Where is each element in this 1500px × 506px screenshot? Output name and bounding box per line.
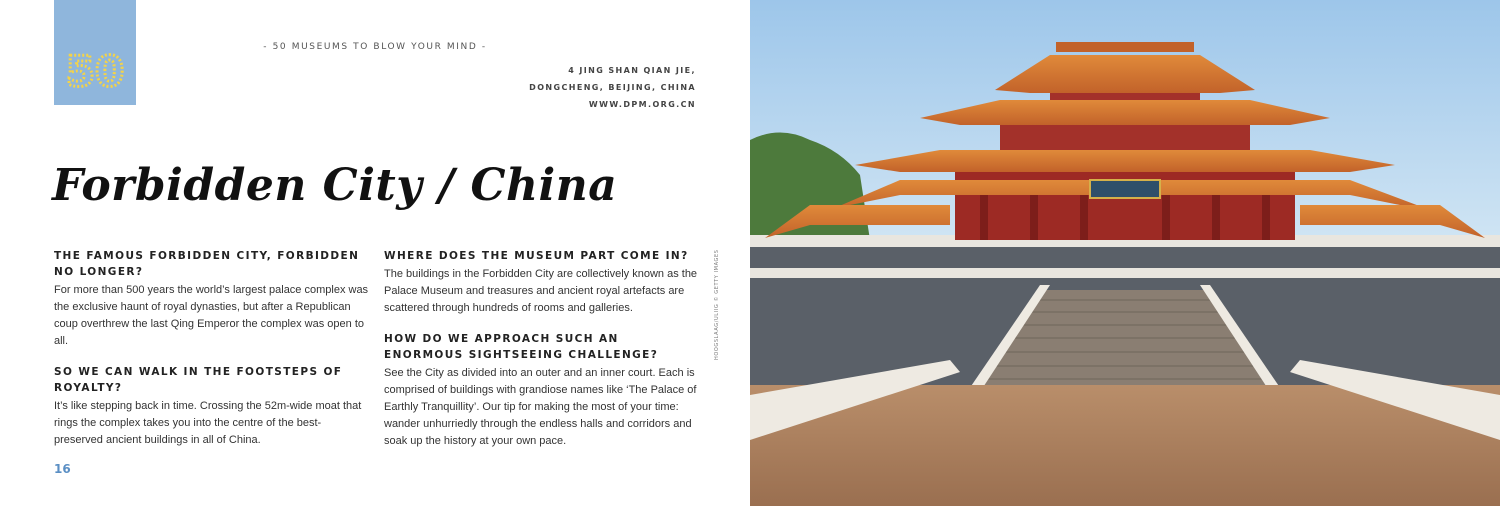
address-block bbox=[529, 62, 696, 113]
section-question: WHERE DOES THE MUSEUM PART COME IN? bbox=[384, 250, 689, 262]
section-answer: The buildings in the Forbidden City are collectively known as the Palace Museum and treasures and ancient royal artefacts are scattered through hundreds of rooms and galleries. bbox=[384, 268, 698, 314]
section-question: THE FAMOUS FORBIDDEN CITY, FORBIDDEN NO LONGER? bbox=[54, 250, 360, 278]
photo-credit: HOOGSLAAG/ULIIG © GETTY IMAGES bbox=[714, 249, 720, 360]
number-badge bbox=[54, 0, 136, 105]
section-answer: See the City as divided into an outer and an inner court. Each is comprised of buildings with grandiose names like ‘The Palace of Earthly Tranquillity’. Our tip for making the most of your time: wander unhurriedly through the endless halls and corridors and soak up the history at your own pace. bbox=[384, 367, 697, 447]
left-column bbox=[54, 248, 369, 463]
address-line: DONGCHENG, BEIJING, CHINA bbox=[529, 83, 696, 92]
section-question: SO WE CAN WALK IN THE FOOTSTEPS OF ROYALTY? bbox=[54, 366, 343, 394]
address-line: 4 JING SHAN QIAN JIE, bbox=[568, 66, 696, 75]
section-question: HOW DO WE APPROACH SUCH AN ENORMOUS SIGHTSEEING CHALLENGE? bbox=[384, 333, 659, 361]
palace-photo bbox=[750, 0, 1500, 506]
section-answer: For more than 500 years the world’s largest palace complex was the exclusive haunt of royal dynasties, but after a Republican coup overthrew the last Qing Emperor the complex was open to all. bbox=[54, 284, 369, 347]
page-number: 16 bbox=[54, 462, 71, 476]
badge-number: 50 bbox=[65, 47, 125, 96]
right-column bbox=[384, 248, 699, 464]
section-answer: It’s like stepping back in time. Crossing the 52m-wide moat that rings the complex takes you into the centre of the best-preserved ancient buildings in all of China. bbox=[54, 400, 362, 446]
page-title: Forbidden City / China bbox=[52, 160, 618, 211]
running-head: - 50 MUSEUMS TO BLOW YOUR MIND - bbox=[263, 42, 487, 52]
website-link[interactable]: WWW.DPM.ORG.CN bbox=[588, 100, 696, 109]
